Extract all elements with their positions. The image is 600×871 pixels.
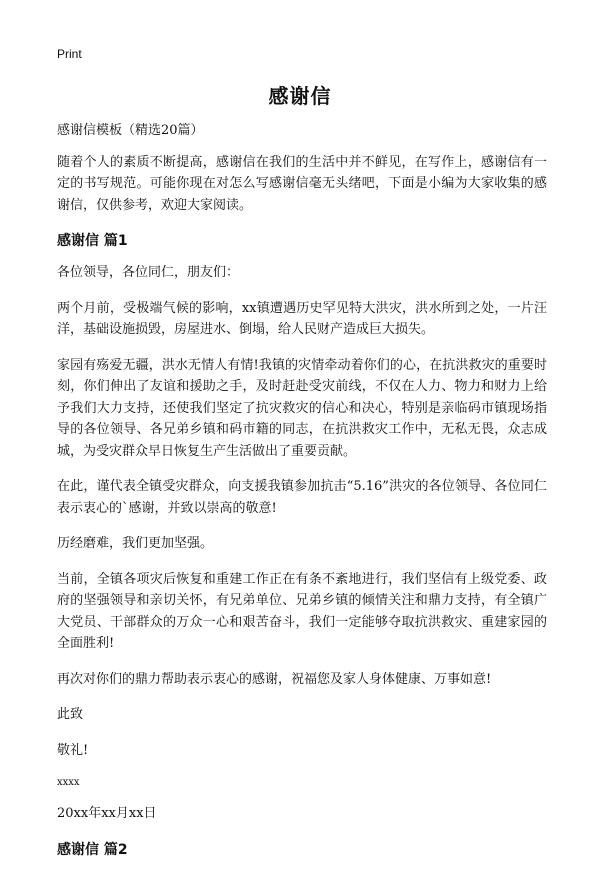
- letter-paragraph: 再次对你们的鼎力帮助表示衷心的感谢，祝福您及家人身体健康、万事如意!: [57, 671, 492, 687]
- intro-paragraph: 随着个人的素质不断提高，感谢信在我们的生活中并不鲜见，在写作上，感谢信有一定的书写规范。可能你现在对怎么写感谢信毫无头绪吧，下面是小编为大家收集的感谢信，仅供参考，欢迎大家阅读。: [57, 154, 547, 213]
- page-title: 感谢信: [268, 84, 332, 108]
- letter-paragraph: 两个月前，受极端气候的影响，xx镇遭遇历史罕见特大洪灾，洪水所到之处，一片汪洋，基础设施损毁，房屋进水、倒塌，给人民财产造成巨大损失。: [57, 300, 547, 337]
- letter-closing: 此致: [57, 707, 84, 722]
- document-body: [57, 120, 547, 871]
- letter-paragraph: 家园有殇爱无疆，洪水无情人有情!我镇的灾情牵动着你们的心，在抗洪救灾的重要时刻，你们伸出了友谊和援助之手，及时赶赴受灾前线，不仅在人力、物力和财力上给予我们大力支持，还使我们坚定了抗灾救灾的信心和决心，特别是亲临码市镇现场指导的各位领导、各兄弟乡镇和码市籍的同志，在抗洪救灾工作中，无私无畏，众志成城，为受灾群众早日恢复生产生活做出了重要贡献。: [57, 357, 547, 459]
- section-heading-1: 感谢信 篇1: [57, 233, 128, 249]
- letter-date: 20xx年xx月xx日: [57, 806, 157, 821]
- letter-paragraph: 当前，全镇各项灾后恢复和重建工作正在有条不紊地进行，我们坚信有上级党委、政府的坚强领导和亲切关怀，有兄弟单位、兄弟乡镇的倾情关注和鼎力支持，有全镇广大党员、干部群众的万众一心和艰苦奋斗，我们一定能够夺取抗洪救灾、重建家园的全面胜利!: [57, 571, 547, 651]
- document-subtitle: 感谢信模板（精选20篇）: [57, 123, 204, 138]
- letter-paragraph: 历经磨难，我们更加坚强。: [57, 536, 214, 551]
- letter-greeting: 各位领导，各位同仁，朋友们：: [57, 265, 240, 280]
- section-heading-2: 感谢信 篇2: [57, 841, 128, 858]
- letter-paragraph: 在此，谨代表全镇受灾群众，向支援我镇参加抗击“5.16”洪灾的各位领导、各位同仁表示衷心的`感谢，并致以崇高的敬意!: [57, 479, 547, 516]
- letter-signature: xxxx: [57, 777, 80, 788]
- print-link[interactable]: Print: [57, 47, 82, 61]
- letter-salutation: 敬礼!: [57, 742, 89, 758]
